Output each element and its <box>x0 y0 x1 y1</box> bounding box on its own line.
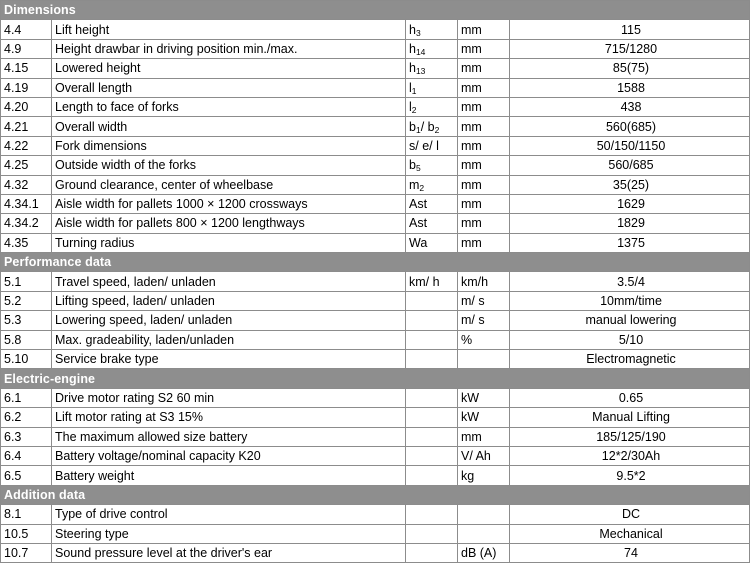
table-row <box>1 427 750 446</box>
section-header-row <box>1 253 750 272</box>
section-header-row <box>1 369 750 388</box>
table-row <box>1 194 750 213</box>
row-description: The maximum allowed size battery <box>52 427 406 446</box>
row-number: 6.2 <box>1 408 52 427</box>
table-row <box>1 311 750 330</box>
section-title: Performance data <box>1 253 750 272</box>
row-value: 438 <box>510 97 750 116</box>
row-number: 4.4 <box>1 20 52 39</box>
row-symbol <box>406 388 458 407</box>
row-number: 4.19 <box>1 78 52 97</box>
row-unit: mm <box>458 214 510 233</box>
row-value: 115 <box>510 20 750 39</box>
symbol-text: h <box>409 41 416 56</box>
row-symbol <box>406 233 458 252</box>
symbol-subscript: 1 <box>415 124 421 135</box>
row-number: 4.32 <box>1 175 52 194</box>
row-number: 5.3 <box>1 311 52 330</box>
row-symbol <box>406 446 458 465</box>
row-description: Outside width of the forks <box>52 156 406 175</box>
row-number: 4.20 <box>1 97 52 116</box>
table-row <box>1 505 750 524</box>
row-value: 12*2/30Ah <box>510 446 750 465</box>
section-title: Electric-engine <box>1 369 750 388</box>
row-value: 1375 <box>510 233 750 252</box>
symbol-text-2: / b <box>420 119 435 134</box>
table-row <box>1 78 750 97</box>
row-number: 4.34.1 <box>1 194 52 213</box>
symbol-subscript: 3 <box>415 27 421 38</box>
row-symbol <box>406 20 458 39</box>
row-number: 6.3 <box>1 427 52 446</box>
row-symbol <box>406 97 458 116</box>
row-unit <box>458 505 510 524</box>
row-value: DC <box>510 505 750 524</box>
row-description: Aisle width for pallets 800 × 1200 lengthways <box>52 214 406 233</box>
row-unit: mm <box>458 20 510 39</box>
row-number: 4.9 <box>1 39 52 58</box>
table-row <box>1 272 750 291</box>
row-number: 10.7 <box>1 543 52 562</box>
row-number: 4.34.2 <box>1 214 52 233</box>
row-unit: mm <box>458 97 510 116</box>
row-value: 74 <box>510 543 750 562</box>
table-row <box>1 97 750 116</box>
table-row <box>1 466 750 485</box>
row-number: 10.5 <box>1 524 52 543</box>
row-unit: mm <box>458 194 510 213</box>
symbol-text: m <box>409 177 420 192</box>
row-unit: kW <box>458 388 510 407</box>
row-symbol <box>406 543 458 562</box>
row-symbol <box>406 330 458 349</box>
row-unit: V/ Ah <box>458 446 510 465</box>
row-number: 8.1 <box>1 505 52 524</box>
row-unit: dB (A) <box>458 543 510 562</box>
row-unit: mm <box>458 175 510 194</box>
table-row <box>1 175 750 194</box>
table-row <box>1 388 750 407</box>
row-unit: kW <box>458 408 510 427</box>
row-number: 4.35 <box>1 233 52 252</box>
row-symbol <box>406 39 458 58</box>
row-number: 4.15 <box>1 59 52 78</box>
row-description: Lowered height <box>52 59 406 78</box>
row-description: Length to face of forks <box>52 97 406 116</box>
row-symbol <box>406 117 458 136</box>
symbol-text: Ast <box>409 216 428 231</box>
row-number: 6.5 <box>1 466 52 485</box>
section-title: Addition data <box>1 485 750 504</box>
symbol-text: b <box>409 119 416 134</box>
symbol-subscript: 1 <box>411 85 417 96</box>
row-description: Battery voltage/nominal capacity K20 <box>52 446 406 465</box>
table-row <box>1 233 750 252</box>
row-description: Overall width <box>52 117 406 136</box>
row-value: 560/685 <box>510 156 750 175</box>
table-row <box>1 20 750 39</box>
row-unit: km/h <box>458 272 510 291</box>
table-row <box>1 446 750 465</box>
row-number: 5.10 <box>1 350 52 369</box>
symbol-subscript: 2 <box>419 182 425 193</box>
row-symbol <box>406 427 458 446</box>
row-number: 6.4 <box>1 446 52 465</box>
table-row <box>1 408 750 427</box>
row-number: 5.1 <box>1 272 52 291</box>
table-row <box>1 156 750 175</box>
symbol-text: Ast <box>409 197 428 212</box>
section-header-row <box>1 1 750 20</box>
row-description: Service brake type <box>52 350 406 369</box>
table-row <box>1 543 750 562</box>
row-unit <box>458 524 510 543</box>
table-row <box>1 214 750 233</box>
row-value: 10mm/time <box>510 291 750 310</box>
symbol-text: Wa <box>409 235 428 250</box>
row-symbol <box>406 350 458 369</box>
row-unit: mm <box>458 427 510 446</box>
row-description: Lift height <box>52 20 406 39</box>
symbol-text: h <box>409 61 416 76</box>
row-unit: m/ s <box>458 311 510 330</box>
row-value: 185/125/190 <box>510 427 750 446</box>
row-value: 560(685) <box>510 117 750 136</box>
row-number: 6.1 <box>1 388 52 407</box>
symbol-subscript: 14 <box>415 46 426 57</box>
table-row <box>1 350 750 369</box>
row-value: Electromagnetic <box>510 350 750 369</box>
row-symbol <box>406 156 458 175</box>
symbol-text: km/ h <box>409 274 440 289</box>
row-unit: % <box>458 330 510 349</box>
row-description: Fork dimensions <box>52 136 406 155</box>
row-symbol <box>406 214 458 233</box>
row-value: 1829 <box>510 214 750 233</box>
row-description: Ground clearance, center of wheelbase <box>52 175 406 194</box>
symbol-subscript: 2 <box>411 105 417 116</box>
row-description: Max. gradeability, laden/unladen <box>52 330 406 349</box>
row-value: 1629 <box>510 194 750 213</box>
row-symbol <box>406 272 458 291</box>
row-description: Overall length <box>52 78 406 97</box>
row-description: Height drawbar in driving position min./max. <box>52 39 406 58</box>
row-unit: mm <box>458 39 510 58</box>
table-row <box>1 117 750 136</box>
row-unit: m/ s <box>458 291 510 310</box>
row-symbol <box>406 194 458 213</box>
spec-table-body <box>1 1 750 563</box>
row-symbol <box>406 78 458 97</box>
row-value: 3.5/4 <box>510 272 750 291</box>
row-value: 9.5*2 <box>510 466 750 485</box>
row-description: Sound pressure level at the driver's ear <box>52 543 406 562</box>
symbol-subscript: 13 <box>415 66 426 77</box>
row-description: Steering type <box>52 524 406 543</box>
row-unit: mm <box>458 117 510 136</box>
row-unit: mm <box>458 78 510 97</box>
symbol-subscript-2: 2 <box>434 124 440 135</box>
row-symbol <box>406 175 458 194</box>
row-description: Lifting speed, laden/ unladen <box>52 291 406 310</box>
row-number: 5.8 <box>1 330 52 349</box>
symbol-text: l <box>409 80 412 95</box>
row-symbol <box>406 59 458 78</box>
symbol-subscript: 5 <box>415 163 421 174</box>
table-row <box>1 330 750 349</box>
row-description: Lowering speed, laden/ unladen <box>52 311 406 330</box>
row-description: Type of drive control <box>52 505 406 524</box>
row-description: Travel speed, laden/ unladen <box>52 272 406 291</box>
row-value: 35(25) <box>510 175 750 194</box>
row-symbol <box>406 136 458 155</box>
row-value: 715/1280 <box>510 39 750 58</box>
row-number: 5.2 <box>1 291 52 310</box>
row-value: Manual Lifting <box>510 408 750 427</box>
row-value: 85(75) <box>510 59 750 78</box>
symbol-text: h <box>409 22 416 37</box>
row-value: Mechanical <box>510 524 750 543</box>
row-number: 4.25 <box>1 156 52 175</box>
row-symbol <box>406 311 458 330</box>
row-number: 4.22 <box>1 136 52 155</box>
symbol-text: b <box>409 158 416 173</box>
row-unit: mm <box>458 59 510 78</box>
symbol-text: l <box>409 100 412 115</box>
section-header-row <box>1 485 750 504</box>
row-unit: mm <box>458 233 510 252</box>
row-value: manual lowering <box>510 311 750 330</box>
row-unit: kg <box>458 466 510 485</box>
row-value: 5/10 <box>510 330 750 349</box>
row-number: 4.21 <box>1 117 52 136</box>
row-value: 50/150/1150 <box>510 136 750 155</box>
row-unit: mm <box>458 136 510 155</box>
row-unit: mm <box>458 156 510 175</box>
table-row <box>1 59 750 78</box>
row-value: 1588 <box>510 78 750 97</box>
table-row <box>1 136 750 155</box>
row-value: 0.65 <box>510 388 750 407</box>
row-symbol <box>406 291 458 310</box>
symbol-text: s/ e/ l <box>409 138 439 153</box>
row-symbol <box>406 408 458 427</box>
row-symbol <box>406 466 458 485</box>
row-description: Lift motor rating at S3 15% <box>52 408 406 427</box>
row-description: Turning radius <box>52 233 406 252</box>
row-unit <box>458 350 510 369</box>
row-description: Aisle width for pallets 1000 × 1200 crossways <box>52 194 406 213</box>
row-symbol <box>406 524 458 543</box>
table-row <box>1 291 750 310</box>
row-description: Battery weight <box>52 466 406 485</box>
section-title: Dimensions <box>1 1 750 20</box>
row-description: Drive motor rating S2 60 min <box>52 388 406 407</box>
table-row <box>1 39 750 58</box>
table-row <box>1 524 750 543</box>
row-symbol <box>406 505 458 524</box>
